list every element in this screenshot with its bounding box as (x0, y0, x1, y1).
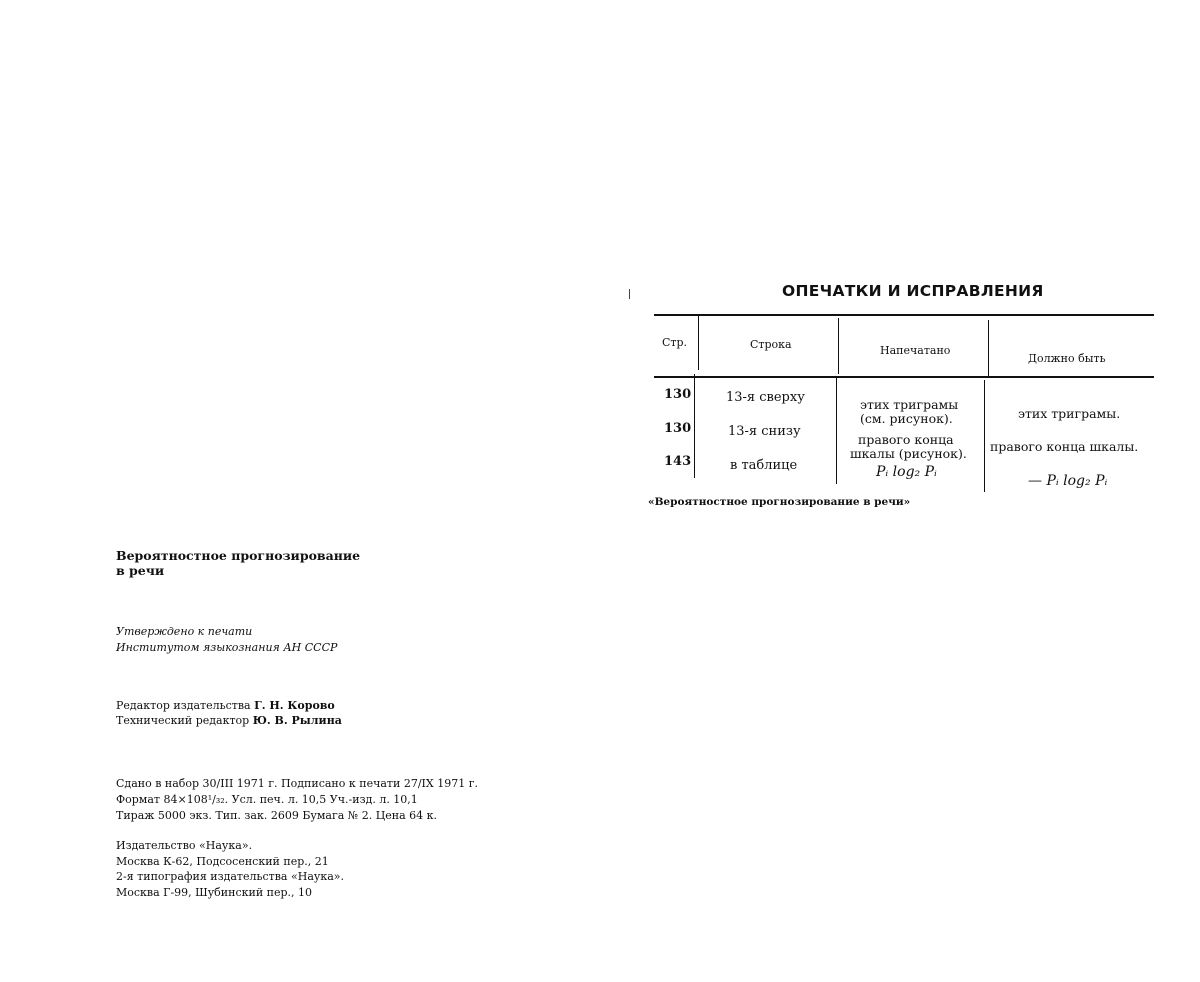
editor-line (116, 698, 342, 713)
column-divider (838, 318, 839, 374)
publisher-info (116, 838, 344, 900)
book-title-line: Вероятностное прогнозирование (116, 548, 361, 563)
row-should-be: правого конца шкалы. (990, 439, 1139, 454)
row-should-be: — Pᵢ log₂ Pᵢ (1028, 473, 1108, 489)
printed-line: шкалы (рисунок). (850, 446, 967, 461)
book-title (116, 548, 360, 578)
printed-line: (см. рисунок). (860, 411, 953, 426)
column-divider (984, 380, 985, 492)
row-line: в таблице (730, 458, 798, 473)
table-header-rule (654, 376, 1154, 378)
book-title-line: в речи (116, 563, 165, 578)
table-top-rule (654, 314, 1154, 316)
row-printed: Pᵢ log₂ Pᵢ (876, 464, 937, 480)
header-line: Строка (750, 338, 792, 351)
page-mark (629, 289, 630, 299)
errata-table (654, 312, 1154, 492)
column-divider (988, 320, 989, 376)
publisher-line: Москва Г-99, Шубинский пер., 10 (116, 885, 313, 899)
row-line: 13-я сверху (726, 390, 805, 405)
editor-name: Г. Н. Корово (254, 699, 335, 712)
row-should-be: этих триграмы. (1018, 406, 1121, 421)
errata-footer: «Вероятностное прогнозирование в речи» (648, 496, 911, 508)
editor-line (116, 713, 342, 728)
editor-name: Ю. В. Рылина (252, 714, 342, 727)
column-divider (694, 374, 695, 478)
editors-block (116, 698, 342, 728)
header-should-be: Должно быть (1028, 352, 1106, 365)
print-line: Тираж 5000 экз. Тип. зак. 2609 Бумага № 2. Цена 64 к. (116, 809, 438, 822)
approval-note (116, 624, 337, 656)
column-divider (698, 316, 699, 370)
editor-role: Редактор издательства (116, 699, 251, 712)
row-printed (860, 398, 958, 426)
approval-line: Утверждено к печати (116, 625, 253, 638)
row-line: 13-я снизу (728, 424, 801, 439)
row-page: 130 (664, 421, 692, 436)
row-page: 130 (664, 387, 692, 402)
print-line: Сдано в набор 30/III 1971 г. Подписано к печати 27/IX 1971 г. (116, 777, 478, 790)
publisher-line: Москва К-62, Подсосенский пер., 21 (116, 854, 329, 868)
editor-role: Технический редактор (116, 714, 250, 727)
header-printed: Напечатано (880, 344, 951, 357)
print-info (116, 776, 478, 824)
print-line: Формат 84×108¹/₃₂. Усл. печ. л. 10,5 Уч.-изд. л. 10,1 (116, 793, 418, 806)
publisher-line: Издательство «Наука». (116, 839, 253, 852)
approval-line: Институтом языкознания АН СССР (116, 641, 338, 654)
header-page: Стр. (662, 336, 688, 349)
publisher-line: 2-я типография издательства «Наука». (116, 870, 345, 883)
column-divider (836, 378, 837, 484)
row-page: 143 (664, 454, 692, 469)
row-printed (850, 433, 967, 461)
printed-line: правого конца (858, 432, 954, 447)
errata-title: ОПЕЧАТКИ И ИСПРАВЛЕНИЯ (782, 282, 1044, 300)
printed-line: этих триграмы (860, 397, 959, 412)
